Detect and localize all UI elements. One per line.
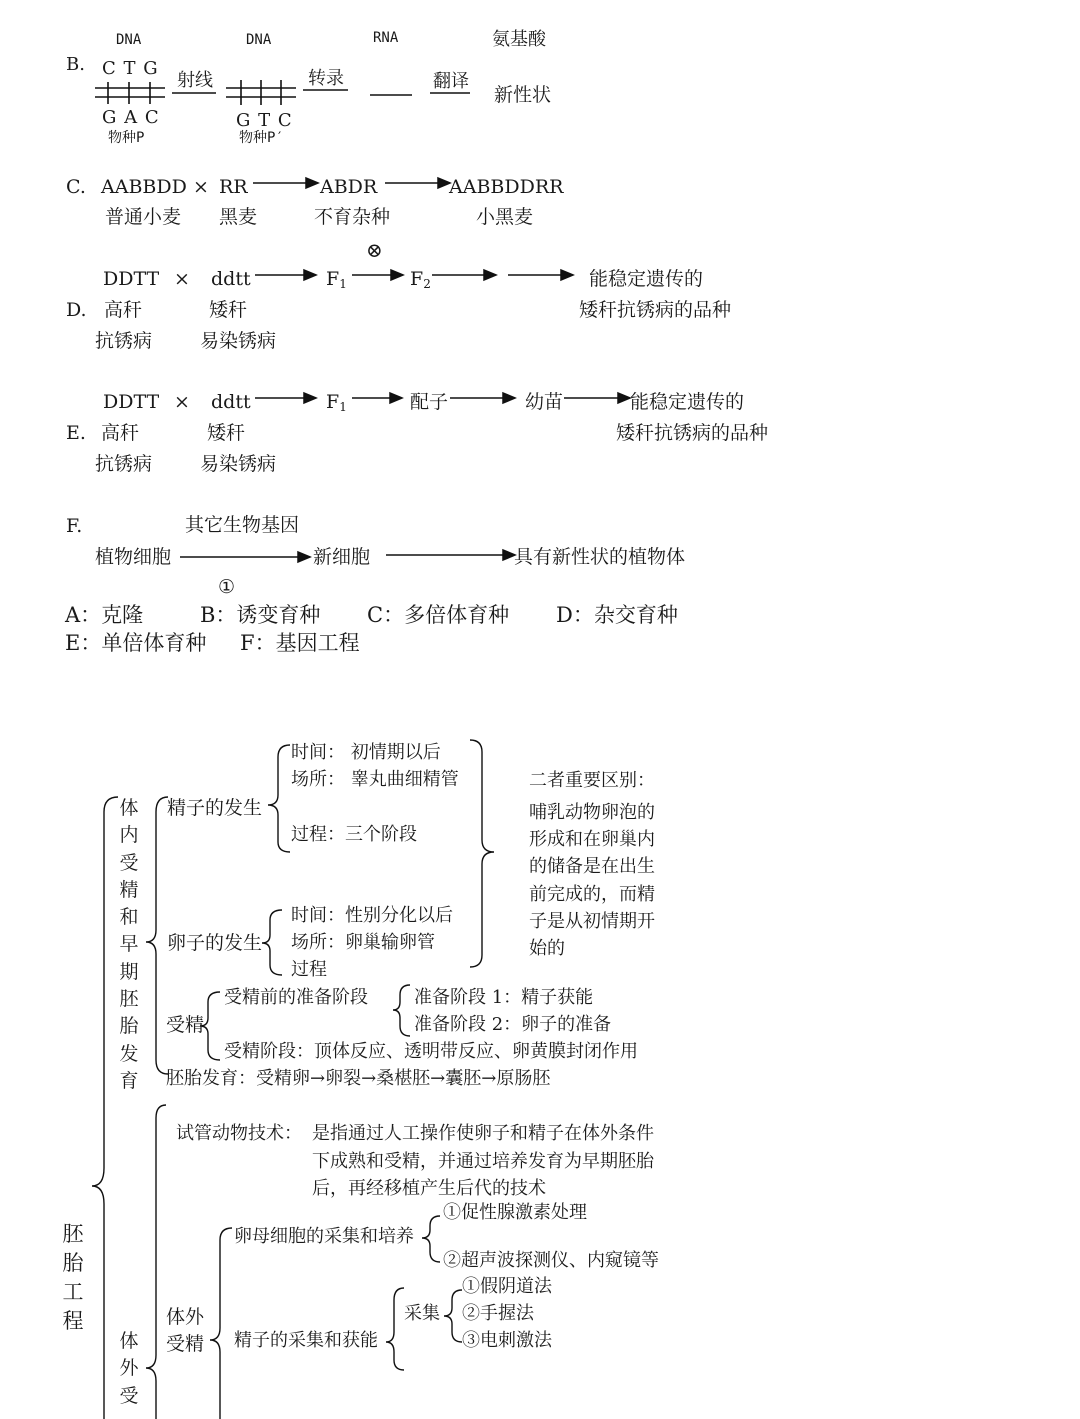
option-b-label: B. xyxy=(66,54,85,75)
f-plant-cell: 植物细胞 xyxy=(95,546,172,568)
sperm-collection: 精子的采集和获能 xyxy=(234,1330,378,1351)
d-parent1: DDTT xyxy=(103,268,160,290)
ivf-tech-line3: 后，再经移植产生后代的技术 xyxy=(312,1178,546,1199)
option-e-label: E. xyxy=(66,422,86,444)
f-new-cell: 新细胞 xyxy=(313,546,371,568)
d-trait-resist: 抗锈病 xyxy=(95,330,153,352)
selfing-symbol: ⊗ xyxy=(366,238,383,262)
option-f-label: F. xyxy=(66,515,83,537)
e-parent2: ddtt xyxy=(211,391,251,413)
transcription-label: 转录 xyxy=(308,68,344,89)
dna-label-1: DNA xyxy=(116,32,142,48)
e-parent1: DDTT xyxy=(103,391,160,413)
e-cross: × xyxy=(174,391,190,413)
c-name-triticale: 小黑麦 xyxy=(476,206,534,228)
collect-method-3: ③电刺激法 xyxy=(462,1330,552,1351)
answer-d: D：杂交育种 xyxy=(556,603,678,627)
egg-time: 时间：性别分化以后 xyxy=(291,905,453,926)
d-result-line2: 矮秆抗锈病的品种 xyxy=(579,299,732,321)
sperm-time: 时间： 初情期以后 xyxy=(291,742,441,763)
e-trait-tall: 高秆 xyxy=(101,422,140,444)
oocyte-collection: 卵母细胞的采集和培养 xyxy=(234,1226,414,1247)
answer-b: B：诱变育种 xyxy=(200,603,321,627)
d-f2: $F_2$ xyxy=(410,268,431,291)
e-trait-resist: 抗锈病 xyxy=(95,453,153,475)
c-name-rye: 黑麦 xyxy=(219,206,258,228)
ivf-tech-line1: 是指通过人工操作使卵子和精子在体外条件 xyxy=(312,1123,654,1144)
f-result: 具有新性状的植物体 xyxy=(514,546,686,568)
e-seedling: 幼苗 xyxy=(525,391,564,413)
sperm-development: 精子的发生 xyxy=(167,797,263,819)
in-vivo-branch: 体内受精和早期胚胎发育 xyxy=(119,797,139,1092)
d-trait-susceptible: 易染锈病 xyxy=(200,330,277,352)
in-vitro-fertilization: 体外受精 xyxy=(166,1306,205,1355)
answer-c: C：多倍体育种 xyxy=(367,603,510,627)
ivf-tech-line2: 下成熟和受精，并通过培养发育为早期胚胎 xyxy=(312,1151,654,1172)
new-trait-label: 新性状 xyxy=(494,84,552,106)
f-gene: 其它生物基因 xyxy=(185,514,300,536)
prep-stage-1: 准备阶段 1：精子获能 xyxy=(414,987,594,1008)
c-hybrid: ABDR xyxy=(320,176,378,198)
oocyte-method-1: ①促性腺激素处理 xyxy=(443,1202,587,1223)
strand1-top: C T G xyxy=(102,58,159,79)
fertilization-stage: 受精阶段：顶体反应、透明带反应、卵黄膜封闭作用 xyxy=(224,1041,638,1062)
answer-f: F：基因工程 xyxy=(240,631,360,655)
sperm-process: 过程：三个阶段 xyxy=(291,824,417,845)
dna-label-2: DNA xyxy=(246,32,272,48)
e-trait-short: 矮秆 xyxy=(207,422,246,444)
c-name-wheat: 普通小麦 xyxy=(105,206,182,228)
e-result-line1: 能稳定遗传的 xyxy=(630,391,745,413)
amino-acid-label: 氨基酸 xyxy=(492,29,546,50)
d-trait-tall: 高秆 xyxy=(104,299,143,321)
strand2-bottom: G T C xyxy=(236,110,293,131)
c-name-sterile: 不育杂种 xyxy=(314,206,391,228)
collect-method-2: ②手握法 xyxy=(462,1303,534,1324)
option-d-label: D. xyxy=(66,299,87,321)
d-trait-short: 矮秆 xyxy=(209,299,248,321)
in-vitro-branch: 体外受 xyxy=(119,1330,139,1407)
difference-text: 哺乳动物卵泡的形成和在卵巢内的储备是在出生前完成的，而精子是从初情期开始的 xyxy=(529,802,655,960)
egg-place: 场所：卵巢输卵管 xyxy=(291,932,435,953)
oocyte-method-2: ②超声波探测仪、内窥镜等 xyxy=(443,1250,659,1271)
difference-title: 二者重要区别： xyxy=(529,770,655,791)
f-step-marker: ① xyxy=(218,576,236,598)
embryo-development: 胚胎发育：受精卵→卵裂→桑椹胚→囊胚→原肠胚 xyxy=(166,1068,551,1089)
option-c-label: C. xyxy=(66,176,86,198)
ray-label: 射线 xyxy=(177,70,213,91)
answer-a: A：克隆 xyxy=(65,603,144,627)
d-result-line1: 能稳定遗传的 xyxy=(589,268,704,290)
d-cross: × xyxy=(174,268,190,290)
answer-e: E：单倍体育种 xyxy=(65,631,207,655)
e-trait-susceptible: 易染锈病 xyxy=(200,453,277,475)
root-embryo-engineering: 胚胎工程 xyxy=(62,1222,84,1333)
translation-label: 翻译 xyxy=(433,71,469,92)
prep-stage-2: 准备阶段 2：卵子的准备 xyxy=(414,1014,612,1035)
e-result-line2: 矮秆抗锈病的品种 xyxy=(616,422,769,444)
egg-process: 过程 xyxy=(291,959,327,980)
species-p: 物种P xyxy=(108,130,145,146)
c-parent2: RR xyxy=(219,176,248,198)
pre-fertilization-stage: 受精前的准备阶段 xyxy=(224,987,368,1008)
d-parent2: ddtt xyxy=(211,268,251,290)
strand1-bottom: G A C xyxy=(102,107,160,128)
c-parent1: AABBDD xyxy=(101,176,187,198)
d-f1: $F_1$ xyxy=(326,268,347,291)
e-gamete: 配子 xyxy=(410,391,449,413)
c-product: AABBDDRR xyxy=(449,176,564,198)
ivf-tech-label: 试管动物技术： xyxy=(176,1123,302,1144)
c-cross: × xyxy=(193,176,209,198)
fertilization: 受精 xyxy=(166,1014,205,1036)
collect-label: 采集 xyxy=(404,1303,440,1324)
species-p-prime: 物种P′ xyxy=(239,130,284,146)
rna-label: RNA xyxy=(373,30,399,46)
collect-method-1: ①假阴道法 xyxy=(462,1276,552,1297)
sperm-place: 场所： 睾丸曲细精管 xyxy=(291,769,459,790)
egg-development: 卵子的发生 xyxy=(167,932,263,954)
e-f1: $F_1$ xyxy=(326,391,347,414)
